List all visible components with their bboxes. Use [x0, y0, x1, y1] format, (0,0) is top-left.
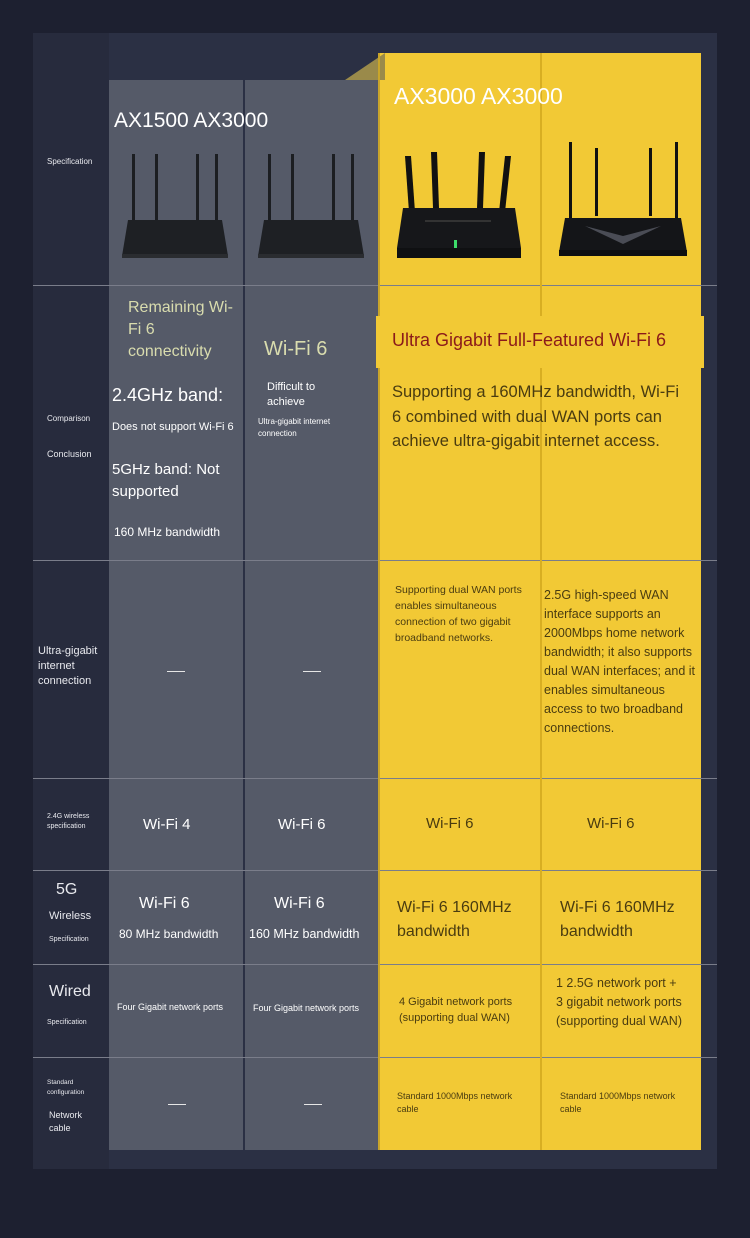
router-2-icon: [254, 150, 369, 265]
c1-bandwidth: 160 MHz bandwidth: [114, 525, 221, 539]
column-divider: [378, 53, 380, 1150]
w24-c2: Wi-Fi 6: [278, 816, 326, 833]
label-5g-spec: Specification: [49, 936, 89, 943]
label-5g: 5G: [56, 881, 78, 898]
w5-c4: Wi-Fi 6 160MHz bandwidth: [560, 899, 675, 940]
w24-c1: Wi-Fi 4: [143, 816, 191, 833]
cable-c2-dash: [304, 1104, 322, 1105]
c2-note: Difficult to achieve: [267, 381, 316, 408]
row-divider: [33, 870, 717, 871]
w5-c3: Wi-Fi 6 160MHz bandwidth: [397, 899, 512, 940]
w24-c4: Wi-Fi 6: [587, 815, 635, 832]
label-standard-config: Standard configuration: [47, 1079, 85, 1096]
ultra-c3: Supporting dual WAN ports enables simultaneous connection of two gigabit broadband networks.: [395, 584, 522, 644]
c1-band24: 2.4GHz band:: [112, 385, 224, 405]
label-24g: 2.4G wireless specification: [47, 813, 90, 830]
yellow-models-title: AX3000 AX3000: [394, 83, 563, 109]
cable-c4: Standard 1000Mbps network cable: [560, 1091, 676, 1114]
wired-c2: Four Gigabit network ports: [253, 1003, 360, 1013]
router-3-icon: [395, 148, 525, 263]
w5-c2: Wi-Fi 6: [274, 895, 325, 912]
label-comparison: Comparison: [47, 414, 91, 423]
row-divider: [33, 560, 717, 561]
label-wired-spec: Specification: [47, 1019, 87, 1026]
router-4-icon: [555, 140, 690, 265]
wired-c4: 1 2.5G network port + 3 gigabit network ports (supporting dual WAN): [556, 976, 682, 1028]
column-divider: [540, 53, 542, 1150]
w5-c1-sub: 80 MHz bandwidth: [119, 927, 219, 941]
label-conclusion: Conclusion: [47, 449, 92, 459]
label-network-cable: Network cable: [49, 1110, 83, 1133]
yellow-desc: Supporting a 160MHz bandwidth, Wi-Fi 6 combined with dual WAN ports can achieve ultra-gigabit internet access.: [392, 383, 680, 450]
row-divider: [33, 1057, 717, 1058]
gray-models-title: AX1500 AX3000: [114, 109, 269, 132]
yellow-title: Ultra Gigabit Full-Featured Wi-Fi 6: [392, 330, 667, 350]
row-divider: [33, 285, 717, 286]
w5-c1: Wi-Fi 6: [139, 895, 190, 912]
c1-band5: 5GHz band: Not supported: [112, 461, 220, 500]
router-1-icon: [118, 150, 233, 265]
ultra-c2-dash: [303, 671, 321, 672]
label-wireless: Wireless: [49, 910, 92, 922]
label-wired: Wired: [49, 983, 91, 1000]
row-divider: [33, 964, 717, 965]
label-ultra-gigabit: Ultra-gigabit internet connection: [38, 645, 98, 687]
c2-sub: Ultra-gigabit internet connection: [258, 417, 331, 438]
label-specification: Specification: [47, 157, 93, 166]
c1-title: Remaining Wi-Fi 6 connectivity: [128, 299, 233, 360]
ultra-c1-dash: [167, 671, 185, 672]
c1-band24-note: Does not support Wi-Fi 6: [112, 421, 234, 433]
wired-c3: 4 Gigabit network ports (supporting dual WAN): [399, 996, 513, 1024]
c2-title: Wi-Fi 6: [264, 338, 328, 360]
cable-c1-dash: [168, 1104, 186, 1105]
cable-c3: Standard 1000Mbps network cable: [397, 1091, 513, 1114]
wired-c1: Four Gigabit network ports: [117, 1002, 224, 1012]
w24-c3: Wi-Fi 6: [426, 815, 474, 832]
ultra-c4: 2.5G high-speed WAN interface supports an 2000Mbps home network bandwidth; it also supports dual WAN interfaces; and it enables simultaneous access to two broadband connections.: [544, 588, 695, 735]
row-divider: [33, 778, 717, 779]
w5-c2-sub: 160 MHz bandwidth: [249, 927, 360, 941]
